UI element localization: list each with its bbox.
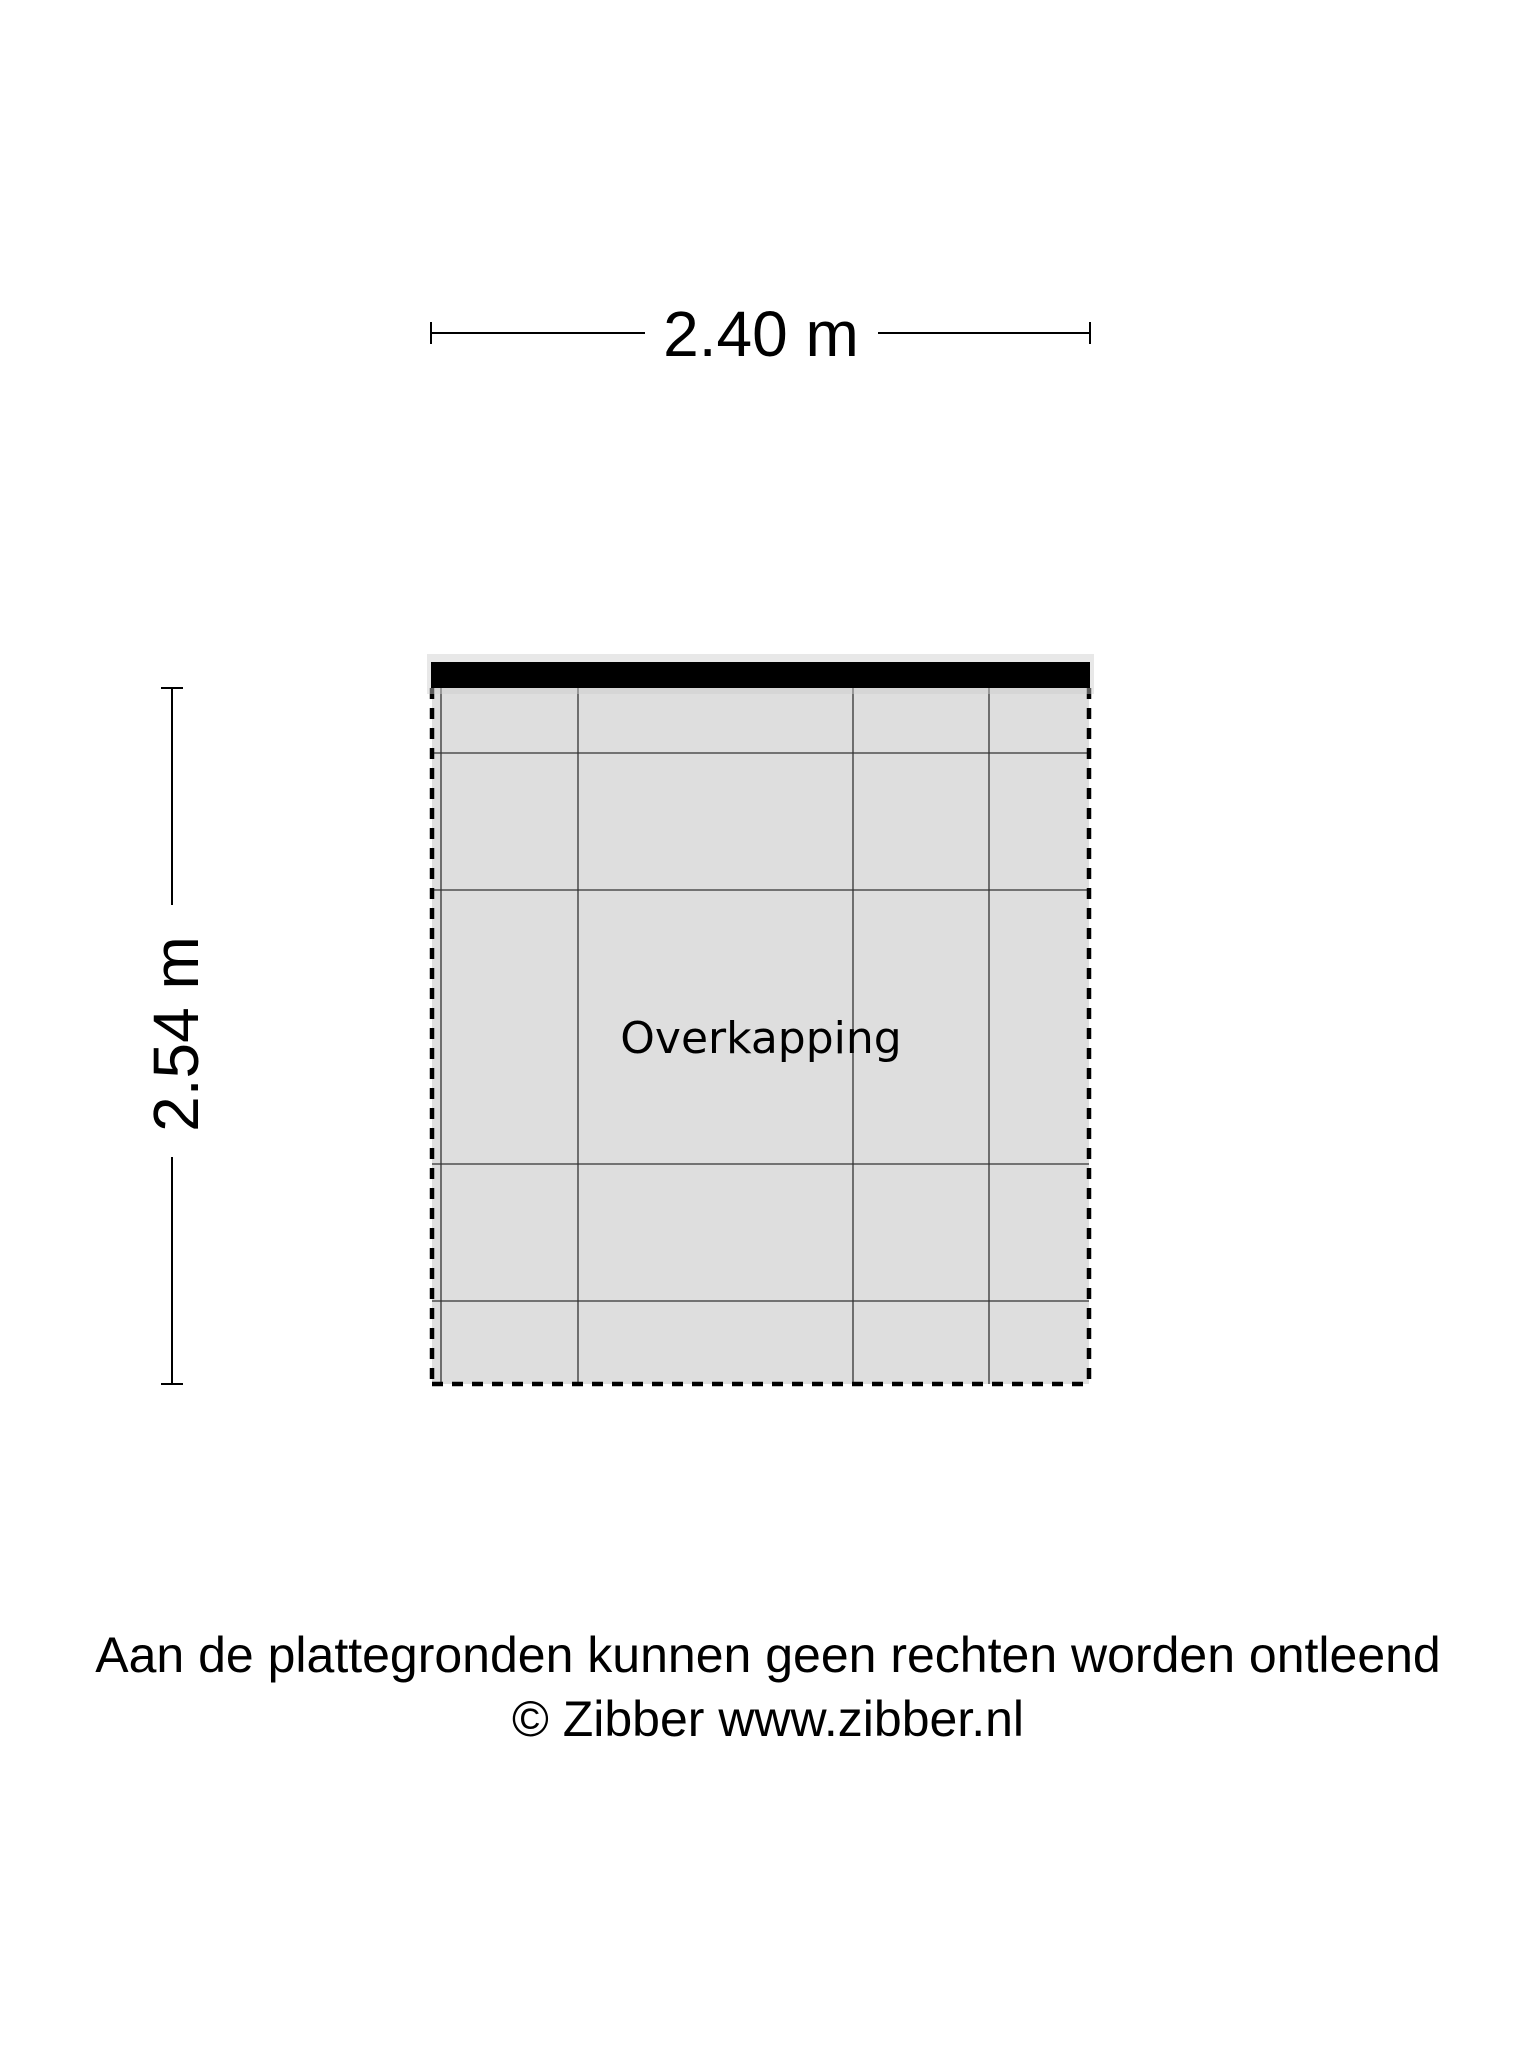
- top-wall: [431, 662, 1090, 688]
- height-dimension-label: 2.54 m: [140, 936, 212, 1132]
- width-dimension: [431, 298, 1090, 370]
- height-dimension: [140, 688, 212, 1384]
- width-dimension-label: 2.40 m: [663, 298, 859, 370]
- copyright-text: © Zibber www.zibber.nl: [511, 1691, 1025, 1747]
- room-label: Overkapping: [620, 1013, 902, 1064]
- disclaimer-text: Aan de plattegronden kunnen geen rechten worden ontleend: [95, 1627, 1441, 1683]
